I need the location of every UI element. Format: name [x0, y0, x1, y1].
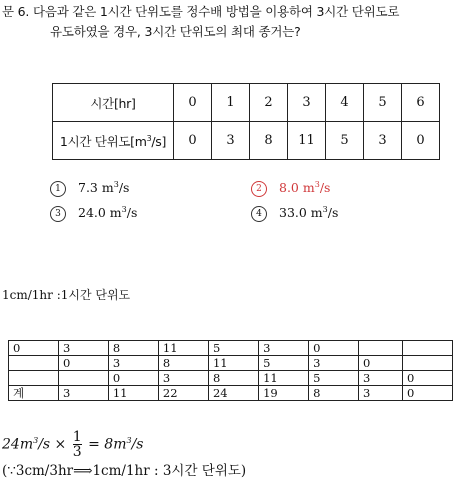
option-unit: /s	[327, 205, 339, 221]
option-unit: /s	[118, 180, 130, 196]
sum-row	[9, 356, 453, 371]
hour-cell: 0	[174, 84, 212, 122]
solution-formula	[2, 430, 143, 459]
option-number: 2	[251, 181, 267, 197]
discharge-cell: 8	[250, 122, 288, 160]
option-sup: 3	[322, 205, 328, 214]
sum-cell: 0	[108, 371, 158, 386]
option-value: 7.3 m	[78, 180, 114, 196]
question-line-2: 유도하였을 경우, 3시간 단위도의 최대 종거는?	[50, 24, 301, 39]
sum-row	[9, 371, 453, 386]
hour-cell: 3	[288, 84, 326, 122]
sum-row	[9, 341, 453, 356]
sum-cell	[9, 356, 59, 371]
option-unit: /s	[126, 205, 138, 221]
sum-cell	[403, 356, 453, 371]
hour-row	[53, 84, 440, 122]
sum-cell: 0	[359, 356, 403, 371]
formula-end: /s	[131, 436, 144, 453]
sum-cell: 5	[208, 341, 258, 356]
sum-cell: 11	[158, 341, 208, 356]
sum-cell: 24	[208, 386, 258, 401]
option-value: 24.0 m	[78, 205, 122, 221]
sum-cell: 0	[58, 356, 108, 371]
discharge-header-sup: 3	[146, 133, 152, 143]
sum-cell: 3	[259, 341, 309, 356]
sum-cell: 11	[208, 356, 258, 371]
option-2[interactable]	[251, 180, 330, 197]
solution-note: 1cm/1hr :1시간 단위도	[2, 288, 131, 302]
option-sup: 3	[113, 180, 119, 189]
formula-left: 24m	[2, 436, 34, 453]
hour-cell: 2	[250, 84, 288, 122]
hour-cell: 5	[364, 84, 402, 122]
option-sup: 3	[121, 205, 127, 214]
option-number: 1	[50, 181, 66, 197]
option-value: 33.0 m	[279, 205, 323, 221]
sum-cell: 3	[359, 386, 403, 401]
sum-cell: 8	[108, 341, 158, 356]
sum-cell: 0	[403, 371, 453, 386]
discharge-cell: 0	[174, 122, 212, 160]
sum-cell: 5	[309, 371, 359, 386]
fraction-denominator: 3	[72, 444, 82, 460]
unit-hydrograph-table	[52, 83, 440, 160]
sum-cell: 3	[158, 371, 208, 386]
discharge-row	[53, 122, 440, 160]
sum-cell: 3	[58, 386, 108, 401]
discharge-cell: 5	[326, 122, 364, 160]
discharge-cell: 0	[402, 122, 440, 160]
sum-row	[9, 386, 453, 401]
sum-cell	[359, 341, 403, 356]
option-sup: 3	[314, 180, 320, 189]
sum-cell	[403, 341, 453, 356]
sum-cell: 22	[158, 386, 208, 401]
question-line-1: 문 6. 다음과 같은 1시간 단위도를 정수배 방법을 이용하여 3시간 단위도로	[2, 4, 400, 19]
fraction-numerator: 1	[72, 429, 82, 445]
sum-cell	[9, 371, 59, 386]
sum-cell: 8	[158, 356, 208, 371]
discharge-cell: 3	[364, 122, 402, 160]
sum-cell: 3	[108, 356, 158, 371]
sum-cell: 0	[309, 341, 359, 356]
formula-right-sup: 3	[126, 435, 132, 445]
discharge-cell: 3	[212, 122, 250, 160]
option-unit: /s	[319, 180, 331, 196]
hour-row-header: 시간[hr]	[53, 84, 174, 122]
discharge-cell: 11	[288, 122, 326, 160]
discharge-header-prefix: 1시간 단위도[m	[59, 133, 147, 149]
sum-cell: 8	[309, 386, 359, 401]
option-1[interactable]	[50, 180, 129, 197]
formula-fraction	[73, 430, 82, 459]
option-3[interactable]	[50, 205, 137, 222]
hour-cell: 4	[326, 84, 364, 122]
option-number: 4	[251, 206, 267, 222]
hour-cell: 6	[402, 84, 440, 122]
formula-mid: /s ×	[38, 436, 67, 453]
formula-right: = 8m	[88, 436, 127, 453]
formula-left-sup: 3	[33, 435, 39, 445]
hour-cell: 1	[212, 84, 250, 122]
superposition-table	[8, 340, 453, 401]
option-number: 3	[50, 206, 66, 222]
sum-cell: 19	[259, 386, 309, 401]
sum-cell: 3	[58, 341, 108, 356]
solution-reason: (∵3cm/3hr⟹1cm/1hr : 3시간 단위도)	[2, 463, 247, 479]
sum-cell: 3	[359, 371, 403, 386]
discharge-row-header	[53, 122, 174, 160]
sum-cell: 11	[259, 371, 309, 386]
sum-cell	[58, 371, 108, 386]
sum-cell: 0	[9, 341, 59, 356]
sum-cell: 11	[108, 386, 158, 401]
sum-cell: 8	[208, 371, 258, 386]
sum-cell: 계	[9, 386, 59, 401]
discharge-header-suffix: /s]	[151, 133, 167, 149]
sum-cell: 0	[403, 386, 453, 401]
option-value: 8.0 m	[279, 180, 315, 196]
option-4[interactable]	[251, 205, 338, 222]
sum-cell: 5	[259, 356, 309, 371]
sum-cell: 3	[309, 356, 359, 371]
